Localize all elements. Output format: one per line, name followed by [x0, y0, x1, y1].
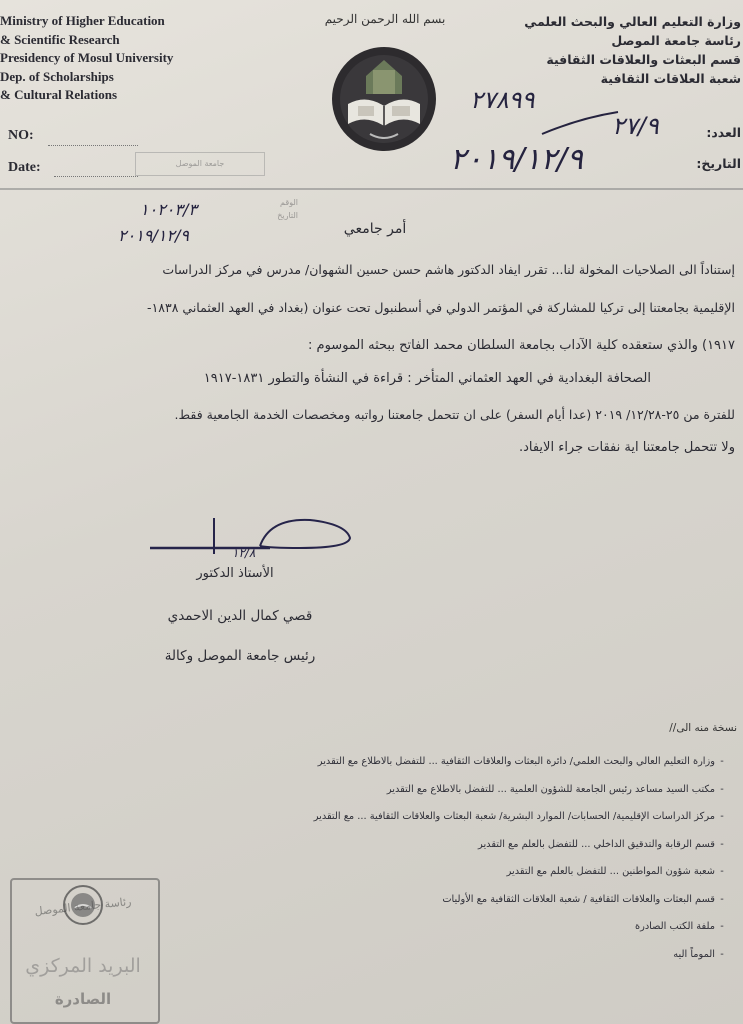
header-ar-line: رئاسة جامعة الموصل [611, 33, 741, 48]
list-item: -الموماً اليه [673, 948, 724, 960]
date-label-arabic: التاريخ: [696, 156, 741, 171]
handwritten-received-date: ٢٠١٩/١٢/٩ [118, 226, 189, 245]
basmala: بسم الله الرحمن الرحيم [324, 12, 446, 26]
number-label: NO: [8, 128, 34, 143]
received-stamp [240, 196, 298, 238]
header-ar-line: شعبة العلاقات الثقافية [600, 71, 741, 86]
header-en-line: Ministry of Higher Education [0, 13, 165, 28]
received-stamp-line: الوقم [280, 198, 298, 207]
copy-recipient: شعبة شؤون المواطنين ... للتفضل بالعلم مع التقدير [506, 866, 715, 877]
seal-middle-text: البريد المركزي [25, 955, 141, 977]
header-ar-line: قسم البعثات والعلاقات الثقافية [546, 52, 741, 67]
body-line: للفترة من ٢٥-١٢/٢٨/ ٢٠١٩ (عدا أيام السفر) على ان تتحمل جامعتنا رواتبه ومخصصات الخدمة الجامعية فقط. [174, 407, 735, 422]
list-item: -مركز الدراسات الإقليمية/ الحسابات/ الموارد البشرية/ شعبة البعثات والعلاقات الثقافية ... مع التقدير [313, 811, 724, 822]
body-line: ١٩١٧) والذي ستعقده كلية الآداب بجامعة السلطان محمد الفاتح ببحثه الموسوم : [308, 338, 735, 353]
handwritten-received-number: ١٠٢٠٣/٣ [140, 200, 197, 219]
signature-date: ١٢/٨ [232, 546, 256, 560]
stamp-box: جامعة الموصل [135, 152, 265, 176]
list-item: -شعبة شؤون المواطنين ... للتفضل بالعلم مع التقدير [506, 866, 724, 877]
copy-recipient: وزارة التعليم العالي والبحث العلمي/ دائرة البعثات والعلاقات الثقافية ... للتفضل بالاطلاع مع التقدير [317, 756, 715, 767]
header-en-line: Dep. of Scholarships [0, 68, 114, 84]
header-en-line: & Scientific Research [0, 31, 120, 47]
header-ar-line: وزارة التعليم العالي والبحث العلمي [524, 14, 741, 29]
header-en-line: Presidency of Mosul University [0, 50, 174, 65]
seal-bottom-text: الصادرة [54, 990, 112, 1008]
header-divider [0, 188, 743, 190]
list-item: -مكتب السيد مساعد رئيس الجامعة للشؤون العلمية ... للتفضل بالاطلاع مع التقدير [386, 783, 724, 795]
list-item: -ملفة الكتب الصادرة [634, 921, 724, 932]
signatory-position: رئيس جامعة الموصل وكالة [164, 648, 316, 664]
seal-top-text: رئاسة جامعة الموصل [33, 894, 133, 919]
date-label: Date: [8, 160, 41, 175]
handwritten-date: ٢٠١٩/١٢/٩ [450, 142, 584, 177]
handwritten-stroke [540, 108, 620, 138]
body-line: ولا تتحمل جامعتنا اية نفقات جراء الايفاد. [518, 440, 735, 455]
document-title: أمر جامعي [343, 221, 407, 237]
copy-recipient: مركز الدراسات الإقليمية/ الحسابات/ الموارد البشرية/ شعبة البعثات والعلاقات الثقافية ... مع التقدير [313, 811, 715, 822]
university-emblem-icon [330, 46, 438, 152]
copy-recipient: مكتب السيد مساعد رئيس الجامعة للشؤون العلمية ... للتفضل بالاطلاع مع التقدير [386, 783, 715, 795]
number-label-arabic: العدد: [706, 125, 741, 140]
copy-recipient: الموماً اليه [673, 948, 715, 960]
header-arabic [516, 12, 741, 88]
signatory-name: قصي كمال الدين الاحمدي [167, 608, 313, 624]
body-line: إستناداً الى الصلاحيات المخولة لنا... تقرر ايفاد الدكتور هاشم حسن حسين الشهوان/ مدرس في مركز الدراسات [162, 262, 735, 277]
copy-recipient: قسم الرقابة والتدقيق الداخلي ... للتفضل بالعلم مع التقدير [478, 838, 715, 850]
header-en-line: & Cultural Relations [0, 87, 117, 102]
handwritten-number: ٢٧/٩ [612, 112, 659, 140]
body-line: الإقليمية بجامعتنا إلى تركيا للمشاركة في المؤتمر الدولي في أسطنبول تحت عنوان (بغداد في العهد العثماني ١٨٣٨- [147, 300, 735, 315]
copy-recipient: قسم البعثات والعلاقات الثقافية / شعبة العلاقات الثقافية مع الأوليات [442, 893, 715, 905]
copies-list [149, 748, 729, 968]
date-dotted-line [54, 176, 138, 177]
list-item: -قسم الرقابة والتدقيق الداخلي ... للتفضل بالعلم مع التقدير [478, 838, 724, 850]
research-title: الصحافة البغدادية في العهد العثماني المتأخر : قراءة في النشأة والتطور ١٨٣١-١٩١٧ [203, 371, 651, 386]
copies-title: نسخة منه الى// [669, 722, 737, 734]
signatory-title: الأستاذ الدكتور [196, 566, 274, 581]
handwritten-ref-number: ٢٧٨٩٩ [470, 86, 535, 114]
received-stamp-line: التاريخ [277, 211, 298, 220]
list-item: -قسم البعثات والعلاقات الثقافية / شعبة العلاقات الثقافية مع الأوليات [442, 893, 724, 905]
number-dotted-line [48, 145, 138, 146]
list-item: -وزارة التعليم العالي والبحث العلمي/ دائرة البعثات والعلاقات الثقافية ... للتفضل بالاطلاع مع التقدير [317, 756, 724, 767]
copy-recipient: ملفة الكتب الصادرة [634, 921, 715, 932]
header-english [0, 12, 240, 105]
